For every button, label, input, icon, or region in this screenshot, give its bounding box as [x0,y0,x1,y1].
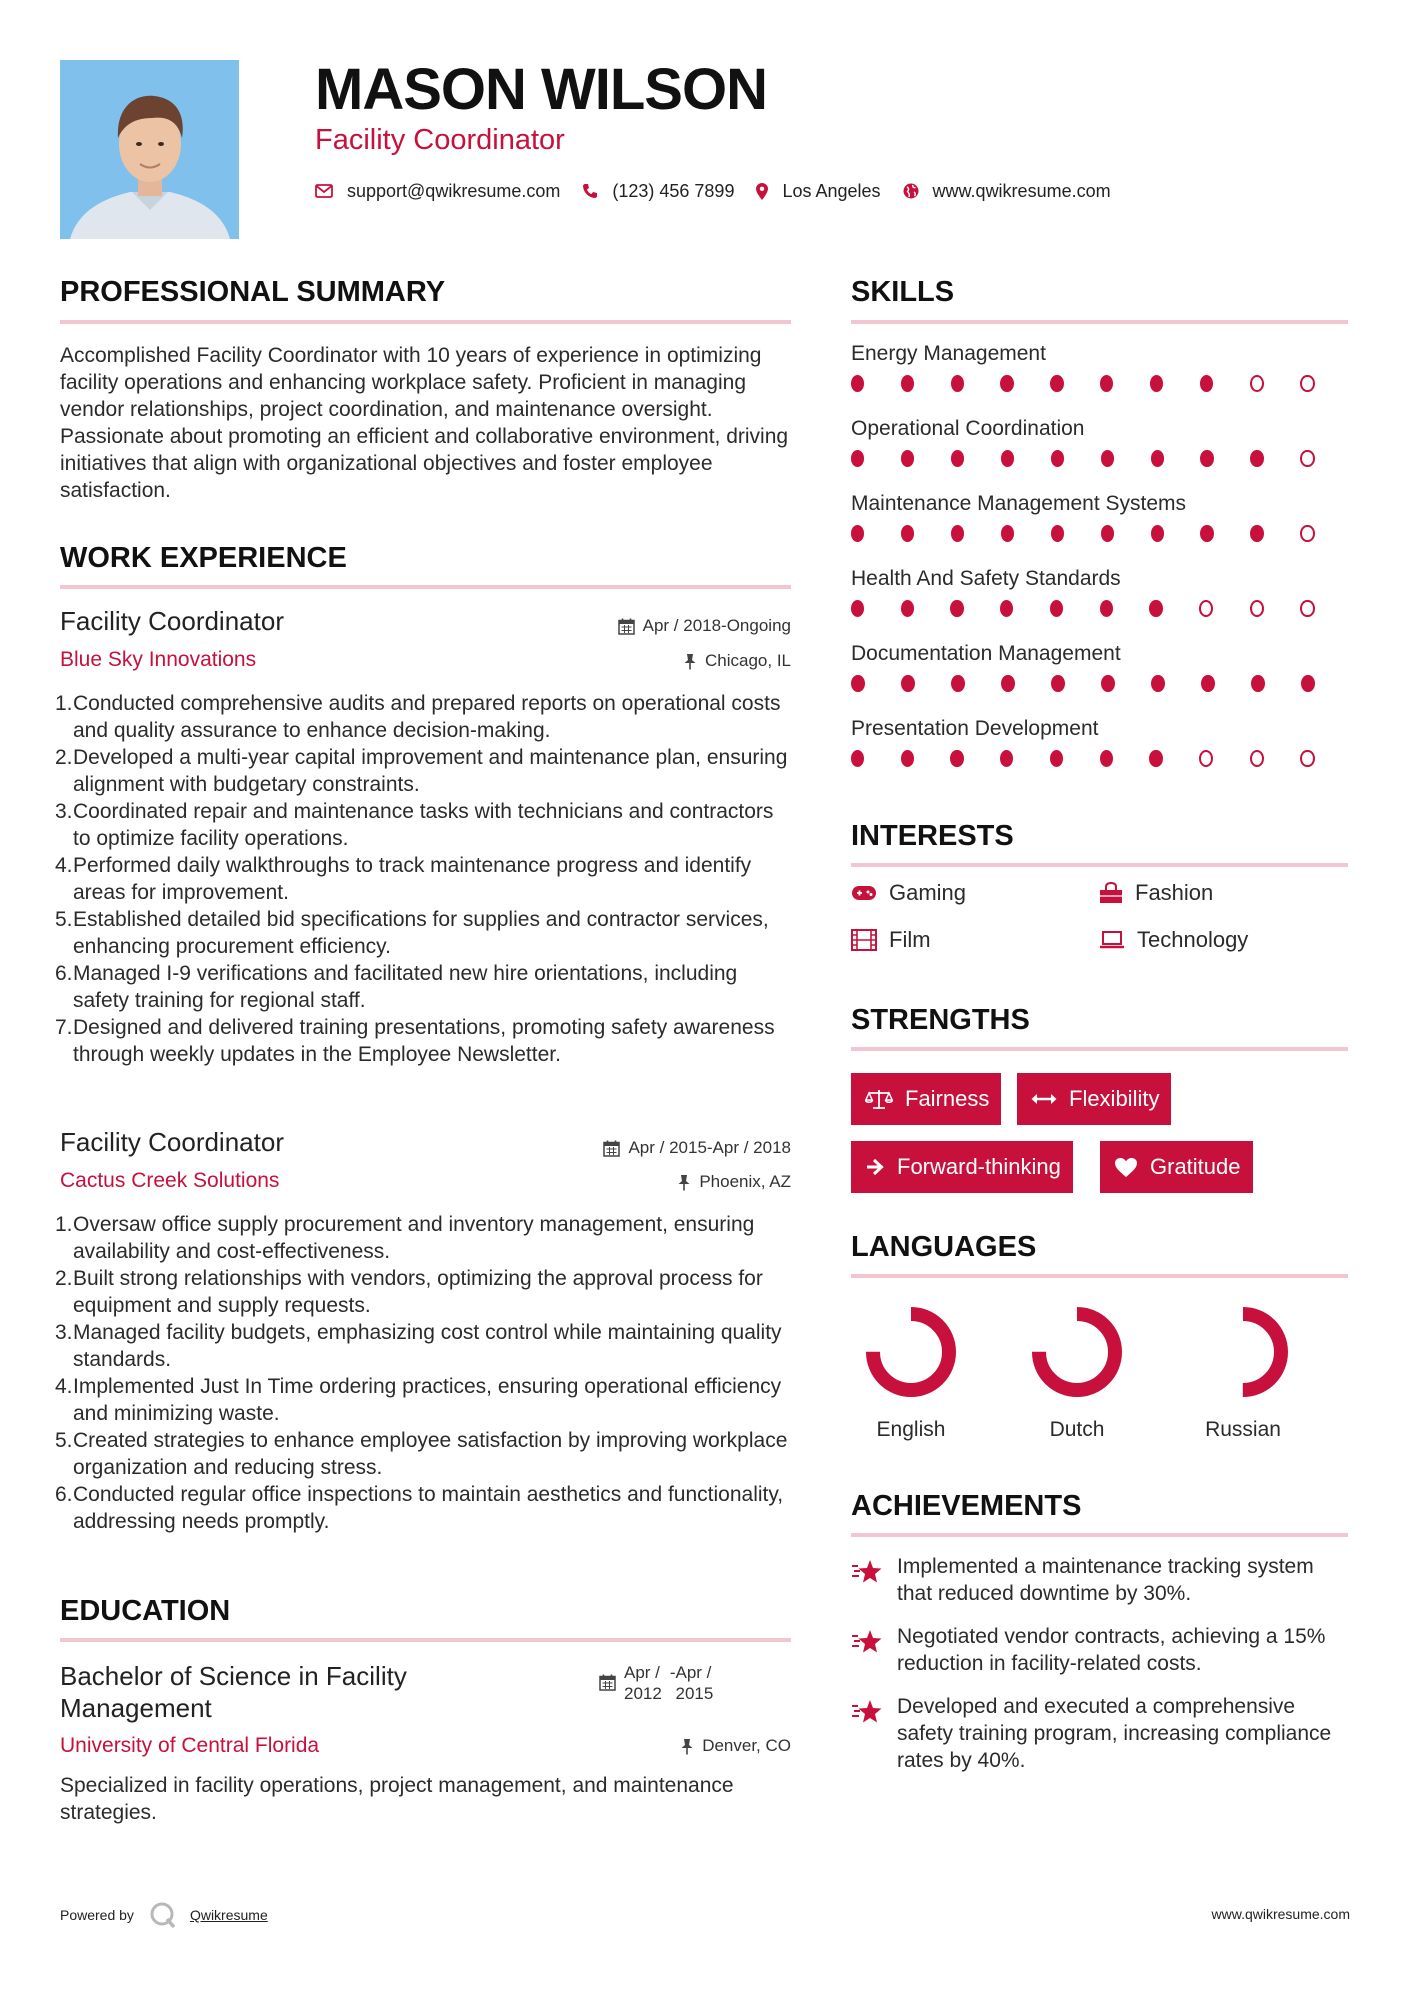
rating-dot-filled [851,600,864,617]
strength-flexibility [1017,1073,1171,1125]
rating-dot-filled [901,525,914,542]
language-level-arc [1205,1314,1281,1390]
skill-rating [851,750,1351,767]
balance-scale-icon [865,1088,893,1110]
summary-rule [60,320,791,324]
skill-rating [851,675,1351,692]
laptop-icon [1099,930,1125,950]
skill-rating [851,450,1351,467]
interest-film [851,927,931,953]
skill-rating [851,525,1351,542]
education-location [680,1736,791,1756]
education-start [624,1662,662,1704]
skill-name: Documentation Management [851,642,1121,665]
language-level-ring [1027,1302,1127,1402]
contact-phone-text: (123) 456 7899 [612,180,735,201]
pushpin-icon [680,1738,694,1755]
education-end-line2: 2015 [675,1684,714,1703]
rating-dot-filled [901,450,914,467]
qwikresume-link[interactable]: Qwikresume [189,1907,268,1923]
language-level-ring [1193,1302,1293,1402]
shopping-bag-icon [1099,882,1123,904]
rating-dot-filled [1101,525,1114,542]
rating-dot-filled [1151,450,1164,467]
achievements-heading: ACHIEVEMENTS [851,1490,1082,1522]
rating-dot-filled [1200,375,1213,392]
education-start-line2: 2012 [624,1684,662,1703]
achievement-text: Developed and executed a comprehensive safety training program, increasing compliance rates by 40%. [897,1695,1332,1772]
date-separator: - [669,1663,676,1682]
interests-heading: INTERESTS [851,820,1014,852]
duty-item: 6. Managed I-9 verifications and facilitated new hire orientations, including safety training for regional staff. [55,962,738,1012]
achievement-text: Negotiated vendor contracts, achieving a 15% reduction in facility-related costs. [897,1625,1326,1675]
job-2-company: Cactus Creek Solutions [60,1169,280,1192]
duty-item: 3. Coordinated repair and maintenance tasks with technicians and contractors to optimize facility operations. [55,800,774,850]
skill-row [851,492,1351,567]
skill-row [851,417,1351,492]
duty-item: 5. Established detailed bid specifications for supplies and contractor services, enhancing procurement efficiency. [55,908,769,958]
skill-row [851,717,1351,792]
rating-dot-filled [1101,450,1114,467]
experience-heading: WORK EXPERIENCE [60,542,347,574]
rating-dot-empty [1250,750,1264,767]
language-level-arc [873,1314,949,1390]
skills-rule [851,320,1348,324]
interest-fashion [1099,880,1213,906]
skill-rating [851,600,1351,617]
rating-dot-filled [901,600,914,617]
rating-dot-empty [1199,750,1213,767]
rating-dot-filled [1100,600,1113,617]
education-start-line1: Apr / [624,1663,660,1682]
map-pin-icon [756,183,768,200]
heart-icon [1114,1157,1138,1178]
rating-dot-empty [1300,525,1314,542]
skill-name: Maintenance Management Systems [851,492,1187,515]
rating-dot-empty [1300,450,1314,467]
star-trophy-icon [851,1557,883,1585]
skill-name: Health And Safety Standards [851,567,1121,590]
rating-dot-filled [951,675,965,692]
skill-row [851,642,1351,717]
languages-heading: LANGUAGES [851,1231,1037,1263]
rating-dot-filled [950,600,963,617]
job-1-dates-text: Apr / 2018-Ongoing [642,616,791,635]
language-name: Dutch [1049,1418,1105,1441]
duty-item: 3. Managed facility budgets, emphasizing cost control while maintaining quality standards. [55,1321,782,1371]
experience-rule [60,585,791,589]
job-2-title: Facility Coordinator [60,1127,284,1157]
strengths-heading: STRENGTHS [851,1004,1030,1036]
job-1-title: Facility Coordinator [60,606,284,636]
profile-photo [60,60,239,239]
rating-dot-filled [1149,750,1162,767]
rating-dot-filled [1250,525,1263,542]
rating-dot-empty [1250,600,1264,617]
job-1-dates [618,616,791,636]
achievements-rule [851,1533,1348,1537]
strength-label: Forward-thinking [897,1154,1061,1179]
education-rule [60,1638,791,1642]
skill-row [851,567,1351,642]
arrow-right-icon [865,1157,885,1177]
gamepad-icon [851,885,877,901]
rating-dot-filled [1051,525,1064,542]
strength-gratitude [1100,1141,1253,1193]
arrows-horizontal-icon [1031,1092,1057,1106]
rating-dot-filled [951,375,964,392]
rating-dot-filled [851,525,864,542]
rating-dot-filled [1050,600,1063,617]
education-school: University of Central Florida [60,1734,320,1757]
skill-rating [851,375,1351,392]
language-name: English [876,1418,946,1441]
contact-location [756,181,880,202]
star-trophy-icon [851,1627,883,1655]
rating-dot-filled [1050,375,1063,392]
language-level-ring [861,1302,961,1402]
rating-dot-filled [851,450,864,467]
job-1-location-text: Chicago, IL [705,651,791,670]
duty-item: 4. Implemented Just In Time ordering practices, ensuring operational efficiency and minimizing waste. [55,1375,782,1425]
rating-dot-filled [1001,450,1014,467]
pushpin-icon [683,653,697,670]
contact-email-text: support@qwikresume.com [347,180,561,201]
language-item [1017,1302,1137,1442]
rating-dot-empty [1300,600,1314,617]
achievement-item [851,1623,1348,1677]
rating-dot-filled [1151,675,1165,692]
skill-name: Presentation Development [851,717,1099,740]
rating-dot-empty [1199,600,1213,617]
duty-item: 1. Conducted comprehensive audits and prepared reports on operational costs and quality assurance to enhance decision-making. [55,692,781,742]
languages-list [851,1302,1303,1442]
interest-label: Fashion [1135,880,1214,905]
job-2-location [677,1172,791,1192]
rating-dot-filled [1051,675,1065,692]
rating-dot-filled [1101,675,1115,692]
achievement-item [851,1553,1348,1607]
job-2-dates [603,1138,791,1158]
duty-item: 2. Developed a multi-year capital improvement and maintenance plan, ensuring alignment with budgetary constraints. [55,746,788,796]
rating-dot-filled [851,375,864,392]
job-2-location-text: Phoenix, AZ [699,1172,791,1191]
strength-label: Flexibility [1069,1086,1160,1111]
rating-dot-filled [901,675,915,692]
rating-dot-filled [1051,450,1064,467]
rating-dot-filled [950,750,963,767]
job-1-location [683,651,791,671]
education-dates [599,1662,713,1704]
rating-dot-filled [1250,450,1263,467]
calendar-icon [599,1674,616,1691]
footer-powered-by [60,1900,268,1930]
interest-label: Technology [1137,927,1249,952]
interest-gaming [851,880,966,906]
rating-dot-filled [901,750,914,767]
candidate-role: Facility Coordinator [315,124,565,156]
rating-dot-filled [901,375,914,392]
candidate-name: MASON WILSON [315,57,767,122]
skill-row [851,342,1351,417]
phone-icon [582,183,598,199]
skills-heading: SKILLS [851,276,955,308]
calendar-icon [603,1140,620,1157]
rating-dot-filled [1001,675,1015,692]
job-1-duties [55,690,791,1068]
rating-dot-filled [1000,375,1013,392]
footer-website[interactable]: www.qwikresume.com [1211,1906,1350,1922]
education-location-text: Denver, CO [702,1736,791,1755]
interest-technology [1099,927,1248,953]
star-trophy-icon [851,1697,883,1725]
rating-dot-empty [1300,750,1314,767]
language-item [1183,1302,1303,1442]
contact-website[interactable] [903,181,1111,202]
rating-dot-filled [1100,750,1113,767]
summary-heading: PROFESSIONAL SUMMARY [60,276,446,308]
achievement-text: Implemented a maintenance tracking system that reduced downtime by 30%. [897,1555,1314,1605]
contact-location-text: Los Angeles [782,180,881,201]
powered-by-label: Powered by [60,1907,134,1923]
education-end [676,1662,714,1704]
strength-fairness [851,1073,1001,1125]
strength-forward-thinking [851,1141,1073,1193]
person-portrait-icon [60,60,239,239]
achievement-item [851,1693,1348,1774]
rating-dot-filled [1150,375,1163,392]
language-level-arc [1039,1314,1115,1390]
contact-phone[interactable] [582,181,734,202]
interest-label: Film [889,927,931,952]
job-2-duties [55,1211,791,1535]
rating-dot-filled [851,750,864,767]
calendar-icon [618,618,635,635]
globe-icon [903,183,919,199]
skills-list [851,342,1351,792]
rating-dot-empty [1250,375,1264,392]
duty-item: 1. Oversaw office supply procurement and inventory management, ensuring availability and cost-effectiveness. [55,1213,755,1263]
education-end-line1: Apr / [675,1663,712,1682]
pushpin-icon [677,1174,691,1191]
languages-rule [851,1274,1348,1278]
rating-dot-filled [1201,675,1215,692]
education-degree-line2: Management [60,1693,212,1723]
contact-email[interactable] [315,181,560,202]
rating-dot-filled [951,450,964,467]
rating-dot-filled [1200,525,1213,542]
skill-name: Operational Coordination [851,417,1085,440]
strengths-rule [851,1047,1348,1051]
duty-item: 7. Designed and delivered training presentations, promoting safety awareness through weekly updates in the Employee Newsletter. [55,1016,775,1066]
job-2-dates-text: Apr / 2015-Apr / 2018 [628,1138,791,1157]
rating-dot-filled [1200,450,1213,467]
contact-bar [315,178,1133,204]
duty-item: 6. Conducted regular office inspections to maintain aesthetics and functionality, addressing needs promptly. [55,1483,784,1533]
contact-website-text: www.qwikresume.com [932,180,1111,201]
rating-dot-filled [1301,675,1315,692]
rating-dot-filled [1149,600,1162,617]
language-name: Russian [1205,1418,1281,1441]
job-1-company: Blue Sky Innovations [60,648,257,671]
rating-dot-filled [1000,600,1013,617]
duty-item: 5. Created strategies to enhance employee satisfaction by improving workplace organization and reducing stress. [55,1429,788,1479]
summary-text: Accomplished Facility Coordinator with 10 years of experience in optimizing facility operations and enhancing workplace safety. Proficient in managing vendor relationships, project coordination, and maintenance oversight. Passionate about promoting an efficient and collaborative environment, driving initiatives that align with organizational objectives and foster employee satisfaction. [60,344,789,502]
strength-label: Fairness [905,1086,990,1111]
education-description: Specialized in facility operations, project management, and maintenance strategies. [60,1774,734,1824]
rating-dot-filled [851,675,865,692]
interests-rule [851,863,1348,867]
rating-dot-filled [951,525,964,542]
duty-item: 2. Built strong relationships with vendors, optimizing the approval process for equipment and supply requests. [55,1267,763,1317]
rating-dot-filled [1001,525,1014,542]
rating-dot-filled [1151,525,1164,542]
duty-item: 4. Performed daily walkthroughs to track maintenance progress and identify areas for improvement. [55,854,752,904]
rating-dot-filled [1050,750,1063,767]
qwikresume-logo-icon [148,1900,178,1930]
rating-dot-filled [1000,750,1013,767]
language-item [851,1302,971,1442]
envelope-icon [315,184,333,198]
education-degree [60,1660,407,1724]
rating-dot-filled [1251,675,1265,692]
strength-label: Gratitude [1150,1154,1241,1179]
interest-label: Gaming [889,880,967,905]
education-degree-line1: Bachelor of Science in Facility [60,1661,407,1691]
skill-name: Energy Management [851,342,1046,365]
rating-dot-empty [1300,375,1314,392]
film-icon [851,929,877,951]
rating-dot-filled [1100,375,1113,392]
education-heading: EDUCATION [60,1595,231,1627]
